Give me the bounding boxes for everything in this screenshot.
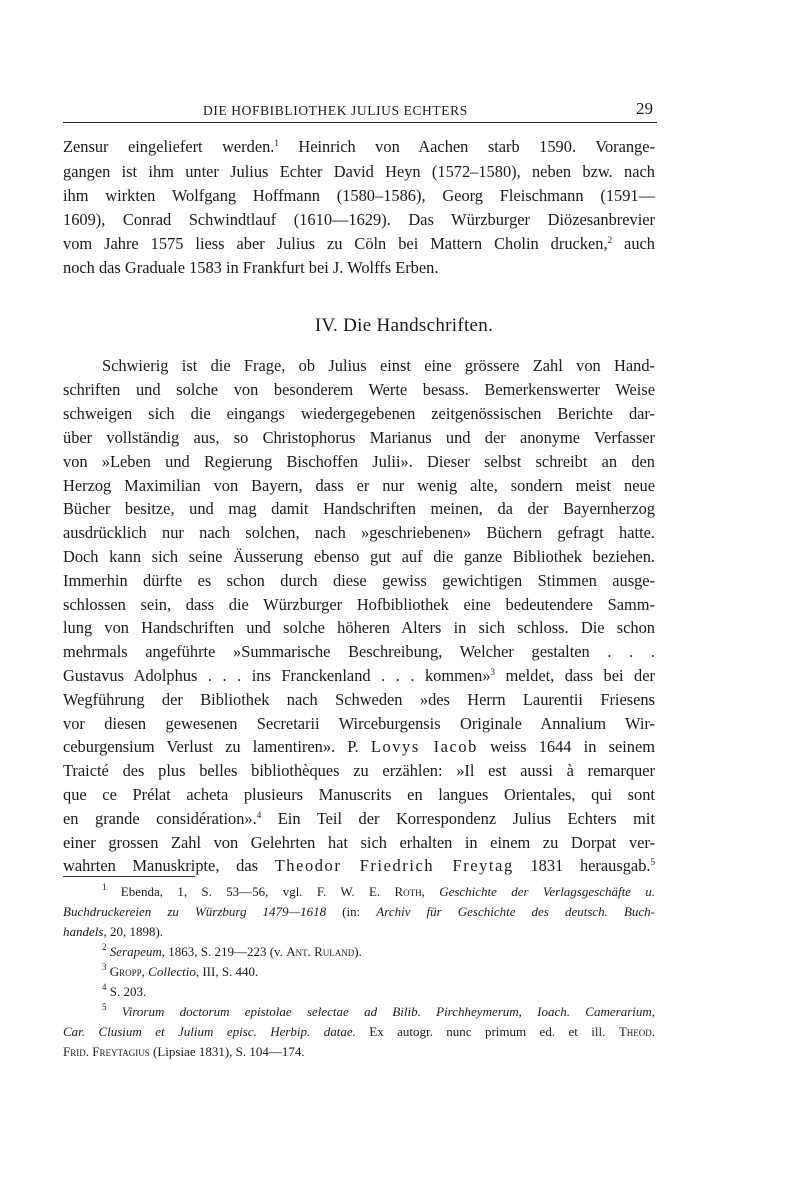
footnote-1: $^1$ Ebenda, 1, S. 53—56, vgl. F. W. E. Roth, Geschichte der Verlagsgeschäfte u. xyxy=(102,882,655,899)
text-line: mehrmals angeführte »Summarische Beschreibung, Welcher gestalten . . . xyxy=(63,642,655,661)
text-line: schlossen sein, dass die Würzburger Hofbibliothek eine bedeutendere Samm- xyxy=(63,595,655,614)
footnote-rule xyxy=(63,876,195,877)
text-line: Gustavus Adolphus . . . ins Franckenland . . . kommen»$^3$ meldet, dass bei der xyxy=(63,666,655,685)
text-line: Immerhin dürfte es schon durch diese gewiss gewichtigen Stimmen ausge- xyxy=(63,571,655,590)
footnote-1-cont: handels, 20, 1898). xyxy=(63,924,164,939)
text-line: ihm wirkten Wolfgang Hoffmann (1580–1586), Georg Fleischmann (1591— xyxy=(63,186,655,205)
running-title: DIE HOFBIBLIOTHEK JULIUS ECHTERS xyxy=(203,103,468,118)
footnote-5-cont: Frid. Freytagius (Lipsiae 1831), S. 104—174. xyxy=(63,1044,305,1059)
text-line: Wegführung der Bibliothek nach Schweden »des Herrn Laurentii Friesens xyxy=(63,690,655,709)
text-line: que ce Prélat acheta plusieurs Manuscrits en langues Orientales, qui sont xyxy=(63,785,655,804)
text-line: einer grossen Zahl von Gelehrten hat sich erhalten in einem zu Dorpat ver- xyxy=(63,833,655,852)
text-line: von »Leben und Regierung Bischoffen Julii». Dieser selbst schreibt an den xyxy=(63,452,655,471)
text-line: Zensur eingeliefert werden.$^1$ Heinrich von Aachen starb 1590. Vorange- xyxy=(63,137,655,156)
footnote-4: $^4$ S. 203. xyxy=(102,982,147,999)
text-line: Bücher besitze, und mag damit Handschriften meinen, da der Bayernherzog xyxy=(63,499,655,518)
text-line: schriften und solche von besonderem Werte besass. Bemerkenswerter Weise xyxy=(63,380,655,399)
spaced-name: Lovys Iacob xyxy=(370,737,478,756)
text-line: vor diesen gewesenen Secretarii Wirceburgensis Originale Annalium Wir- xyxy=(63,714,655,733)
section-heading: IV. Die Handschriften. xyxy=(314,315,494,336)
text-line: 1609), Conrad Schwindtlauf (1610—1629). Das Würzburger Diözesanbrevier xyxy=(63,210,655,229)
text-line: noch das Graduale 1583 in Frankfurt bei J. Wolffs Erben. xyxy=(63,258,439,277)
spaced-name: Theodor Friedrich Freytag xyxy=(274,856,514,875)
text-line: über vollständig aus, so Christophorus Marianus und der anonyme Verfasser xyxy=(63,428,655,447)
text-line: Doch kann sich seine Äusserung ebenso gut auf die ganze Bibliothek beziehen. xyxy=(63,547,655,566)
page-number: 29 xyxy=(636,99,653,118)
text-line: wahrten Manuskripte, das Theodor Friedrich Freytag 1831 herausgab.$^5$ xyxy=(63,856,655,875)
footnote-2: $^2$ Serapeum, 1863, S. 219—223 (v. Ant. Ruland). xyxy=(102,942,362,959)
text-line: Traicté des plus belles bibliothèques zu erzählen: »Il est aussi à remarquer xyxy=(63,761,655,780)
footnote-3: $^3$ Gropp, Collectio, III, S. 440. xyxy=(102,962,259,979)
footnote-5: $^5$ Virorum doctorum epistolae selectae ad Bilib. Pirchheymerum, Ioach. Camerarium, xyxy=(102,1002,655,1019)
text-line: ceburgensium Verlust zu lamentiren». P. Lovys Iacob weiss 1644 in seinem xyxy=(63,737,655,756)
text-line: Schwierig ist die Frage, ob Julius einst eine grössere Zahl von Hand- xyxy=(102,356,655,375)
text-line: schweigen sich die eingangs wiedergegebenen zeitgenössischen Berichte dar- xyxy=(63,404,655,423)
text-line: Herzog Maximilian von Bayern, dass er nur wenig alte, sondern meist neue xyxy=(63,476,655,495)
text-line: vom Jahre 1575 liess aber Julius zu Cöln bei Mattern Cholin drucken,$^2$ auch xyxy=(63,234,655,253)
text-line: gangen ist ihm unter Julius Echter David Heyn (1572–1580), neben bzw. nach xyxy=(63,162,655,181)
page-header xyxy=(63,100,657,123)
footnote-5-cont: Car. Clusium et Julium episc. Herbip. datae. Ex autogr. nunc primum ed. et ill. Theod. xyxy=(63,1024,655,1039)
footnote-1-cont: Buchdruckereien zu Würzburg 1479—1618 (in: Archiv für Geschichte des deutsch. Buch- xyxy=(63,904,655,919)
text-line: ausdrücklich nur nach solchen, nach »geschriebenen» Büchern gefragt hatte. xyxy=(63,523,655,542)
text-line: en grande considération».$^4$ Ein Teil der Korrespondenz Julius Echters mit xyxy=(63,809,656,828)
text-line: lung von Handschriften und solche höheren Alters in sich schloss. Die schon xyxy=(63,618,655,637)
